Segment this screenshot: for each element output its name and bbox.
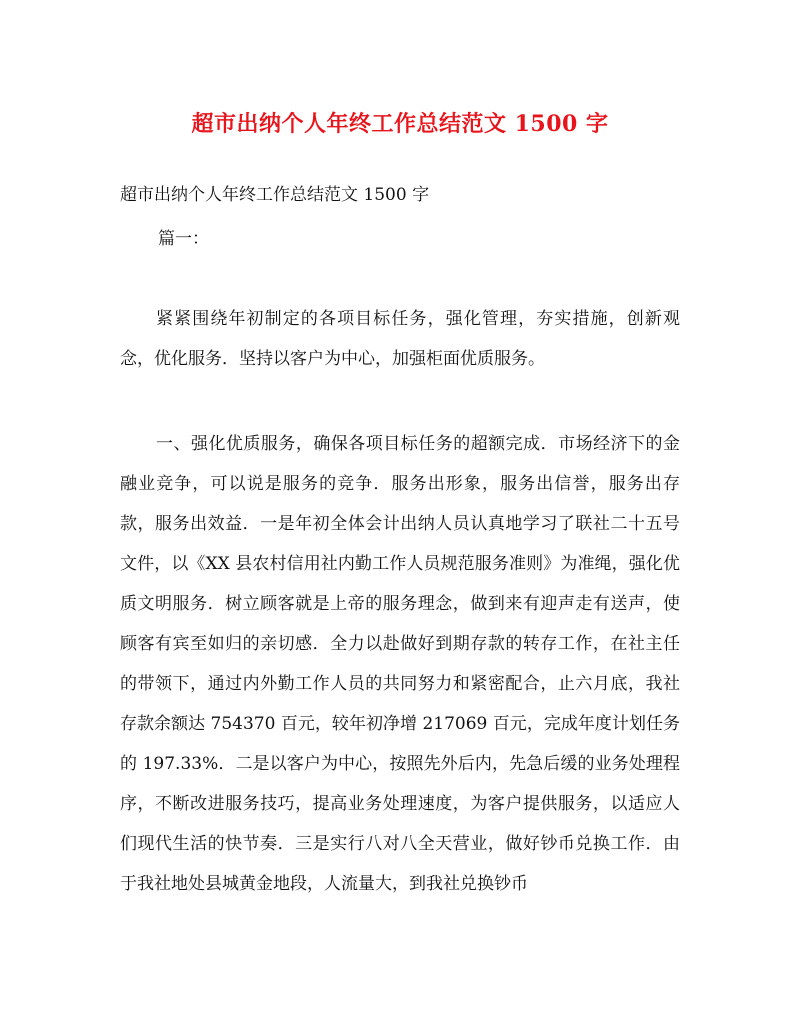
paragraph-1: 紧紧围绕年初制定的各项目标任务，强化管理，夯实措施，创新观念，优化服务．坚持以客户为中心，加强柜面优质服务。: [120, 309, 680, 369]
section-label: 篇一：: [158, 229, 209, 249]
document-subtitle: 超市出纳个人年终工作总结范文 1500 字: [120, 185, 430, 205]
document-title: 超市出纳个人年终工作总结范文 1500 字: [191, 111, 609, 137]
paragraph-2: 一、强化优质服务，确保各项目标任务的超额完成．市场经济下的金融业竞争，可以说是服务的竞争．服务出形象，服务出信誉，服务出存款，服务出效益．一是年初全体会计出纳人员认真地学习了联社二十五号文件，以《XX 县农村信用社内勤工作人员规范服务准则》为准绳，强化优质文明服务．树立顾客就是上帝的服务理念，做到来有迎声走有送声，使顾客有宾至如归的亲切感．全力以赴做好到期存款的转存工作，在社主任的带领下，通过内外勤工作人员的共同努力和紧密配合，止六月底，我社存款余额达 754370 百元，较年初净增 217069 百元，完成年度计划任务的 197.33%．二是以客户为中心，按照先外后内，先急后缓的业务处理程序，不断改进服务技巧，提高业务处理速度，为客户提供服务，以适应人们现代生活的快节奏．三是实行八对八全天营业，做好钞币兑换工作．由于我社地处县城黄金地段，人流量大，到我社兑换钞币: [120, 434, 680, 894]
